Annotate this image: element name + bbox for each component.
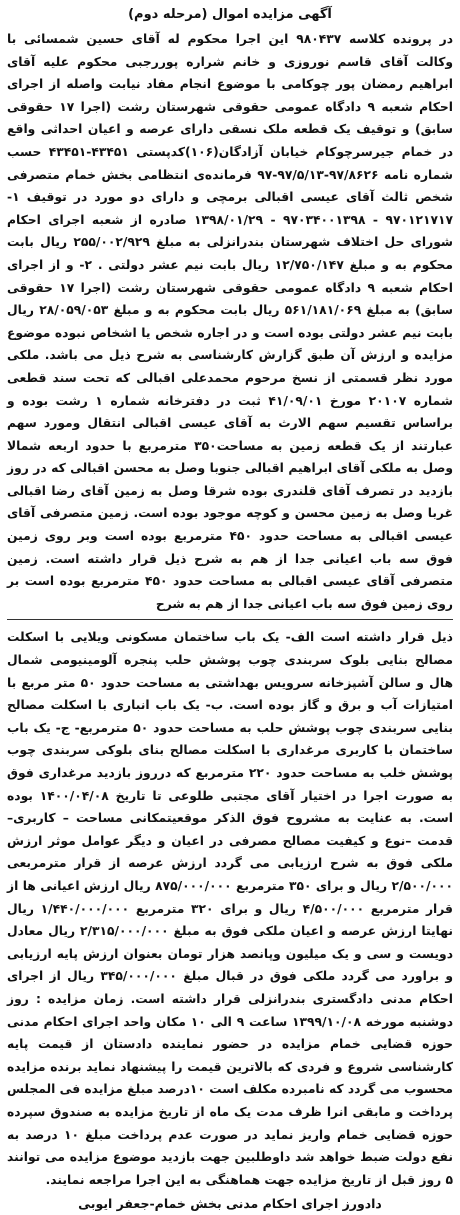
notice-paragraph-1: در پرونده کلاسه ۹۸۰۴۳۷ این اجرا محکوم له آقای حسین شمسائی با وکالت آقای قاسم نوروزی و خانم شراره پوررجبی محکوم علیه آقای ابراهیم رمضان پور چوکامی با موضوع انجام مفاد نیابت واصله از اجرای احکام شعبه ۹ دادگاه عمومی حقوقی شهرستان رشت (اجرا ۱۷ حقوقی سابق) و توقیف یک قطعه ملک نسقی دارای عرصه و اعیان احداثی واقع در خمام جیرسرچوکام خیابان آزادگان(۱۰۶)کدپستی ۴۳۴۵۱-۴۳۴۵۱ حسب شماره نامه ۹۷/۸۶۲۶-۹۷/۵/۱۳-۹۷ فرمانده‌ی انتظامی بخش خمام متصرفی شخص ثالث آقای عیسی اقبالی برمچی و دارای دو مورد در توقیف ۱- ۹۷۰۱۲۱۷۱۷ - ۹۷۰۳۴۰۰۱۳۹۸ - ۱۳۹۸/۰۱/۲۹ صادره از شعبه اجرای احکام شورای حل اختلاف شهرستان بندرانزلی به مبلغ ۲۵۵/۰۰۲/۹۲۹ ریال بابت محکوم به و مبلغ ۱۲/۷۵۰/۱۴۷ ریال بابت نیم عشر دولتی . ۲- و از اجرای احکام شعبه ۹ دادگاه عمومی حقوقی شهرستان رشت (اجرا ۱۷ حقوقی سابق) به مبلغ ۵۶۱/۱۸۱/۰۶۹ ریال بابت محکوم به و مبلغ ۲۸/۰۵۹/۰۵۳ ریال بابت نیم عشر دولتی بوده است و در اجاره شخص یا اشخاص نبوده موضوع مزایده و ارزش آن طبق گزارش کارشناسی به شرح ذیل می باشد. ملکی مورد نظر قسمتی از نسخ مرحوم محمدعلی اقبالی که تحت سند قطعی شماره ۲۰۱۰۷ مورخ ۴۱/۰۹/۰۱ ثبت در دفترخانه شماره ۱ رشت بوده و براساس تقسیم سهم الارث به آقای عیسی اقبالی انتقال ومورد سهم عبارتند از یک قطعه زمین به مساحت۳۵۰ مترمربع با حدود اربعه شمالا وصل به ملکی آقای ابراهیم اقبالی جنوبا وصل به محسن اقبالی که در روز بازدید در تصرف آقای قلندری بوده شرقا وصل به زمین آقای رضا اقبالی غربا وصل به زمین محسن و کوچه موجود بوده است. زمین متصرفی آقای عیسی اقبالی به مساحت حدود ۴۵۰ مترمربع بوده است وبر روی زمین فوق سه باب اعیانی جدا از هم به شرح ذیل قرار داشته است. زمین متصرفی آقای عیسی اقبالی به مساحت حدود ۴۵۰ مترمربع بوده است بر روی زمین فوق سه باب اعیانی جدا از هم به شرح bbox=[7, 32, 454, 611]
paragraph-divider bbox=[7, 619, 453, 620]
notice-signature: دادورز اجرای احکام مدنی بخش خمام-جعفر ایوبی bbox=[78, 1196, 382, 1212]
notice-paragraph-2: ذیل قرار داشته است الف- یک باب ساختمان مسکونی ویلایی با اسکلت مصالح بنایی بلوک سربندی چوب پوشش حلب پنجره آلومینیومی شمال هال و سالن آشپزخانه سرویس بهداشتی به مساحت حدود ۵۰ متر مربع با امتیازات آب و برق و گاز بوده است. ب- یک باب انباری با اسکلت مصالح بنایی سربندی چوب پوشش حلب به مساحت حدود ۵۰ مترمربع- ج- یک باب ساختمان با کاربری مرغداری با اسکلت مصالح بنای بلوکی سربندی چوب پوشش خلب به مساحت حدود ۲۲۰ مترمربع که درروز بازدید مرغداری فوق به صورت اجرا در اختیار آقای مجتبی طلوعی تا تاریخ ۱۴۰۰/۰۴/۰۸ بوده است. به عنایت به مشروح فوق الذکر موقعیتمکانی مساحت – کاربری– قدمت –نوع و کیفیت مصالح مصرفی در اعیان و دیگر عوامل موثر ارزش ملکی فوق به شرح ارزیابی می گردد ارزش عرصه از قرار مترمربعی ۲/۵۰۰/۰۰۰ ریال و برای ۳۵۰ مترمربع ۸۷۵/۰۰۰/۰۰۰ ریال ارزش اعیانی ها از قرار مترمربع ۴/۵۰۰/۰۰۰ ریال و برای ۳۲۰ مترمربع ۱/۴۴۰/۰۰۰/۰۰۰ ریال نهایتا ارزش عرصه و اعیان ملکی فوق به مبلغ ۲/۳۱۵/۰۰۰/۰۰۰ ریال معادل دویست و سی و یک میلیون وپانصد هزار تومان بعنوان ارزش پایه ارزیابی و براورد می گردد ملکی فوق در قبال مبلغ ۳۴۵/۰۰۰/۰۰۰ ریال از اجرای احکام مدنی دادگستری بندرانزلی قرار داشته است. زمان مزایده : روز دوشنبه مورخه ۱۳۹۹/۱۰/۰۸ ساعت ۹ الی ۱۰ مکان واحد اجرای احکام مدنی حوزه قضایی خمام مزایده در حضور نماینده دادستان از قیمت پایه کارشناسی شروع و فردی که بالاترین قیمت را پیشنهاد نماید برنده مزایده محسوب می گردد که نامبرده مکلف است ۱۰درصد مبلغ مزایده فی المجلس پرداخت و مابقی انرا ظرف مدت یک ماه از تاریخ مزایده به صندوق سپرده حوزه قضایی خمام واریز نماید در صورت عدم پرداخت مبلغ ۱۰ درصد به نفع دولت ضبط خواهد شد داوطلبین جهت بازدید موضوع مزایده می توانند ۵ روز قبل از تاریخ مزایده جهت هماهنگی به این اجرا مراجعه نمایند. bbox=[7, 630, 454, 1187]
notice-title: آگهی مزایده اموال (مرحله دوم) bbox=[128, 7, 332, 22]
